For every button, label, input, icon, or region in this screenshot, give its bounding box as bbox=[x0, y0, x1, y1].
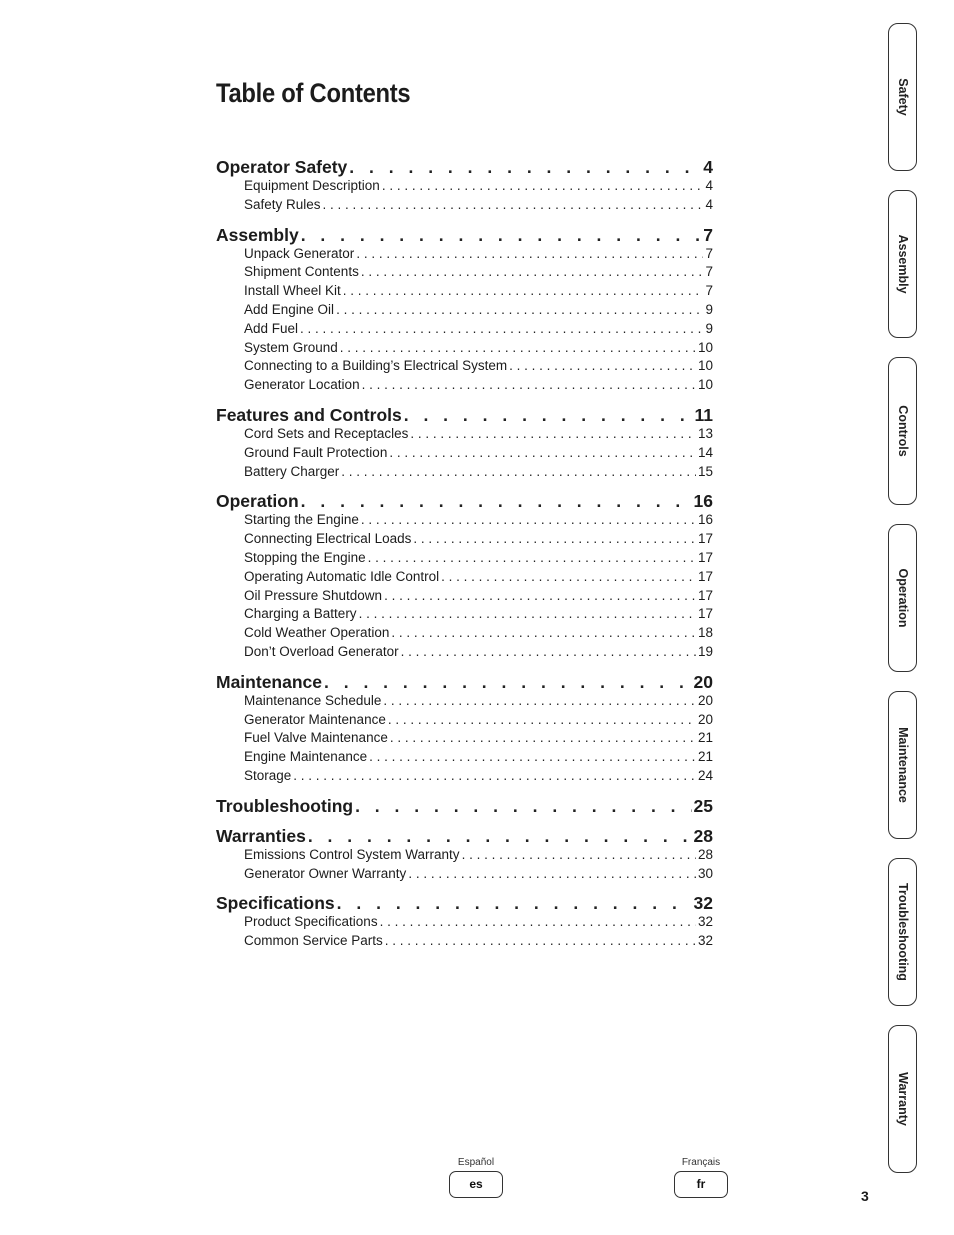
dot-leader bbox=[324, 672, 692, 692]
dot-leader bbox=[356, 245, 703, 264]
tab-troubleshooting[interactable] bbox=[888, 858, 917, 1006]
entry-page-number: 11 bbox=[694, 404, 713, 425]
toc-entry[interactable] bbox=[216, 263, 713, 282]
dot-leader bbox=[408, 865, 696, 884]
dot-leader bbox=[391, 624, 696, 643]
entry-title: Install Wheel Kit bbox=[244, 283, 341, 299]
toc-entry[interactable] bbox=[216, 357, 713, 376]
entry-page-number: 18 bbox=[697, 625, 713, 641]
entry-title: Warranties bbox=[216, 825, 306, 846]
toc-entry[interactable] bbox=[216, 748, 713, 767]
entry-title: Product Specifications bbox=[244, 914, 378, 930]
tab-controls[interactable] bbox=[888, 357, 917, 505]
entry-page-number: 7 bbox=[705, 264, 713, 280]
entry-title: Storage bbox=[244, 767, 292, 783]
toc-section bbox=[216, 405, 713, 481]
tab-maintenance[interactable] bbox=[888, 691, 917, 839]
dot-leader bbox=[413, 530, 696, 549]
entry-title: Starting the Engine bbox=[244, 512, 359, 528]
dot-leader bbox=[361, 511, 696, 530]
toc-entry[interactable] bbox=[216, 729, 713, 748]
tab-operation[interactable] bbox=[888, 524, 917, 672]
entry-title: Connecting Electrical Loads bbox=[244, 531, 412, 547]
toc-section-heading[interactable] bbox=[216, 225, 713, 245]
entry-page-number: 17 bbox=[697, 568, 713, 584]
toc-section bbox=[216, 225, 713, 395]
dot-leader bbox=[323, 196, 704, 215]
entry-page-number: 28 bbox=[693, 825, 713, 846]
entry-page-number: 30 bbox=[697, 865, 713, 881]
toc-entry[interactable] bbox=[216, 846, 713, 865]
toc-section bbox=[216, 491, 713, 661]
entry-page-number: 20 bbox=[697, 711, 713, 727]
entry-title: Generator Maintenance bbox=[244, 711, 386, 727]
entry-page-number: 4 bbox=[705, 178, 713, 193]
entry-page-number: 17 bbox=[697, 531, 713, 547]
toc-section bbox=[216, 796, 713, 816]
toc-section bbox=[216, 157, 713, 215]
toc-section-heading[interactable] bbox=[216, 893, 713, 913]
entry-page-number: 20 bbox=[697, 692, 713, 708]
entry-page-number: 32 bbox=[697, 914, 713, 930]
language-caption: Français bbox=[681, 1157, 721, 1168]
entry-page-number: 32 bbox=[697, 933, 713, 949]
entry-title: Fuel Valve Maintenance bbox=[244, 730, 388, 746]
tab-label: Operation bbox=[895, 568, 910, 628]
entry-page-number: 7 bbox=[705, 245, 713, 261]
dot-leader bbox=[384, 587, 696, 606]
dot-leader bbox=[340, 339, 696, 358]
dot-leader bbox=[349, 157, 701, 177]
toc-entry[interactable] bbox=[216, 196, 713, 215]
toc-entry[interactable] bbox=[216, 587, 713, 606]
toc-entry[interactable] bbox=[216, 245, 713, 264]
entry-title: Shipment Contents bbox=[244, 264, 359, 280]
toc-section-heading[interactable] bbox=[216, 157, 713, 177]
entry-title: Cold Weather Operation bbox=[244, 625, 390, 641]
entry-title: Engine Maintenance bbox=[244, 749, 368, 765]
toc-section bbox=[216, 672, 713, 786]
toc-section-heading[interactable] bbox=[216, 672, 713, 692]
entry-page-number: 16 bbox=[693, 491, 713, 512]
dot-leader bbox=[383, 692, 696, 711]
dot-leader bbox=[343, 282, 704, 301]
toc-entry[interactable] bbox=[216, 624, 713, 643]
dot-leader bbox=[462, 846, 696, 865]
entry-title: Connecting to a Building’s Electrical System bbox=[244, 358, 508, 374]
language-french bbox=[671, 1157, 731, 1198]
entry-page-number: 16 bbox=[697, 512, 713, 528]
entry-page-number: 17 bbox=[697, 606, 713, 622]
toc-entry[interactable] bbox=[216, 865, 713, 884]
toc-section-heading[interactable] bbox=[216, 826, 713, 846]
entry-page-number: 10 bbox=[697, 377, 713, 393]
entry-page-number: 14 bbox=[697, 444, 713, 460]
dot-leader bbox=[404, 405, 693, 425]
spanish-button[interactable]: es bbox=[449, 1171, 503, 1198]
entry-page-number: 10 bbox=[697, 339, 713, 355]
toc-entry[interactable] bbox=[216, 913, 713, 932]
toc-entry[interactable] bbox=[216, 177, 713, 196]
entry-title: System Ground bbox=[244, 339, 338, 355]
tab-assembly[interactable] bbox=[888, 190, 917, 338]
entry-title: Operation bbox=[216, 491, 299, 512]
entry-page-number: 24 bbox=[697, 767, 713, 783]
entry-page-number: 25 bbox=[693, 795, 713, 816]
entry-title: Equipment Description bbox=[244, 178, 380, 193]
dot-leader bbox=[362, 376, 696, 395]
language-spanish bbox=[446, 1157, 506, 1198]
dot-leader bbox=[293, 767, 696, 786]
entry-page-number: 28 bbox=[697, 846, 713, 862]
dot-leader bbox=[441, 568, 696, 587]
entry-page-number: 32 bbox=[693, 893, 713, 914]
entry-page-number: 10 bbox=[697, 358, 713, 374]
dot-leader bbox=[300, 320, 703, 339]
page-title: Table of Contents bbox=[216, 78, 411, 108]
toc-entry[interactable] bbox=[216, 282, 713, 301]
dot-leader bbox=[390, 729, 696, 748]
toc-entry[interactable] bbox=[216, 568, 713, 587]
toc-entry[interactable] bbox=[216, 711, 713, 730]
entry-page-number: 4 bbox=[703, 157, 713, 177]
dot-leader bbox=[301, 491, 692, 511]
entry-page-number: 4 bbox=[705, 196, 713, 212]
dot-leader bbox=[382, 177, 704, 196]
dot-leader bbox=[308, 826, 692, 846]
entry-title: Troubleshooting bbox=[216, 795, 354, 816]
entry-title: Don’t Overload Generator bbox=[244, 643, 399, 659]
entry-page-number: 19 bbox=[697, 643, 713, 659]
entry-title: Specifications bbox=[216, 893, 335, 914]
toc-entry[interactable] bbox=[216, 643, 713, 662]
entry-title: Maintenance bbox=[216, 671, 322, 692]
toc-entry[interactable] bbox=[216, 425, 713, 444]
entry-page-number: 20 bbox=[693, 671, 713, 692]
dot-leader bbox=[369, 748, 696, 767]
toc-section-heading[interactable] bbox=[216, 796, 713, 816]
dot-leader bbox=[509, 357, 696, 376]
toc-entry[interactable] bbox=[216, 549, 713, 568]
table-of-contents bbox=[216, 157, 713, 961]
entry-page-number: 15 bbox=[697, 463, 713, 479]
tab-label: Troubleshooting bbox=[895, 883, 910, 981]
entry-title: Operator Safety bbox=[216, 157, 348, 177]
toc-entry[interactable] bbox=[216, 605, 713, 624]
tab-safety[interactable] bbox=[888, 23, 917, 171]
dot-leader bbox=[368, 549, 696, 568]
entry-title: Generator Location bbox=[244, 377, 360, 393]
toc-entry[interactable] bbox=[216, 376, 713, 395]
tab-label: Warranty bbox=[895, 1072, 910, 1126]
entry-page-number: 9 bbox=[705, 320, 713, 336]
entry-title: Charging a Battery bbox=[244, 606, 357, 622]
toc-entry[interactable] bbox=[216, 692, 713, 711]
entry-page-number: 21 bbox=[697, 749, 713, 765]
dot-leader bbox=[380, 913, 696, 932]
entry-title: Maintenance Schedule bbox=[244, 692, 382, 708]
entry-title: Cord Sets and Receptacles bbox=[244, 425, 409, 441]
page-number: 3 bbox=[861, 1188, 869, 1204]
toc-section-heading[interactable] bbox=[216, 405, 713, 425]
entry-page-number: 7 bbox=[703, 224, 713, 245]
dot-leader bbox=[341, 463, 696, 482]
entry-page-number: 13 bbox=[697, 425, 713, 441]
tab-label: Assembly bbox=[895, 234, 910, 294]
french-button[interactable]: fr bbox=[674, 1171, 728, 1198]
tab-label: Safety bbox=[895, 78, 910, 116]
dot-leader bbox=[401, 643, 696, 662]
toc-entry[interactable] bbox=[216, 767, 713, 786]
dot-leader bbox=[389, 444, 696, 463]
toc-entry[interactable] bbox=[216, 932, 713, 951]
entry-title: Stopping the Engine bbox=[244, 549, 366, 565]
toc-section bbox=[216, 893, 713, 951]
entry-title: Add Engine Oil bbox=[244, 301, 335, 317]
entry-page-number: 17 bbox=[697, 587, 713, 603]
entry-title: Battery Charger bbox=[244, 463, 340, 479]
entry-title: Emissions Control System Warranty bbox=[244, 846, 460, 862]
language-caption: Español bbox=[457, 1157, 495, 1168]
toc-section-heading[interactable] bbox=[216, 491, 713, 511]
entry-page-number: 7 bbox=[705, 283, 713, 299]
dot-leader bbox=[388, 711, 696, 730]
entry-page-number: 9 bbox=[705, 301, 713, 317]
toc-entry[interactable] bbox=[216, 530, 713, 549]
dot-leader bbox=[337, 893, 692, 913]
dot-leader bbox=[301, 225, 702, 245]
entry-page-number: 17 bbox=[697, 549, 713, 565]
entry-title: Unpack Generator bbox=[244, 245, 355, 261]
toc-entry[interactable] bbox=[216, 444, 713, 463]
dot-leader bbox=[361, 263, 704, 282]
entry-title: Generator Owner Warranty bbox=[244, 865, 407, 881]
dot-leader bbox=[355, 796, 691, 816]
entry-title: Oil Pressure Shutdown bbox=[244, 587, 383, 603]
entry-title: Features and Controls bbox=[216, 404, 402, 425]
toc-entry[interactable] bbox=[216, 339, 713, 358]
entry-page-number: 21 bbox=[697, 730, 713, 746]
toc-entry[interactable] bbox=[216, 320, 713, 339]
entry-title: Safety Rules bbox=[244, 196, 321, 212]
dot-leader bbox=[336, 301, 703, 320]
tab-warranty[interactable] bbox=[888, 1025, 917, 1173]
dot-leader bbox=[359, 605, 696, 624]
tab-label: Controls bbox=[895, 405, 910, 457]
toc-entry[interactable] bbox=[216, 301, 713, 320]
toc-entry[interactable] bbox=[216, 463, 713, 482]
entry-title: Ground Fault Protection bbox=[244, 444, 388, 460]
entry-title: Assembly bbox=[216, 224, 299, 245]
toc-section bbox=[216, 826, 713, 884]
toc-entry[interactable] bbox=[216, 511, 713, 530]
tab-label: Maintenance bbox=[895, 727, 910, 803]
dot-leader bbox=[410, 425, 696, 444]
entry-title: Operating Automatic Idle Control bbox=[244, 568, 440, 584]
entry-title: Add Fuel bbox=[244, 320, 299, 336]
dot-leader bbox=[385, 932, 696, 951]
entry-title: Common Service Parts bbox=[244, 933, 383, 949]
